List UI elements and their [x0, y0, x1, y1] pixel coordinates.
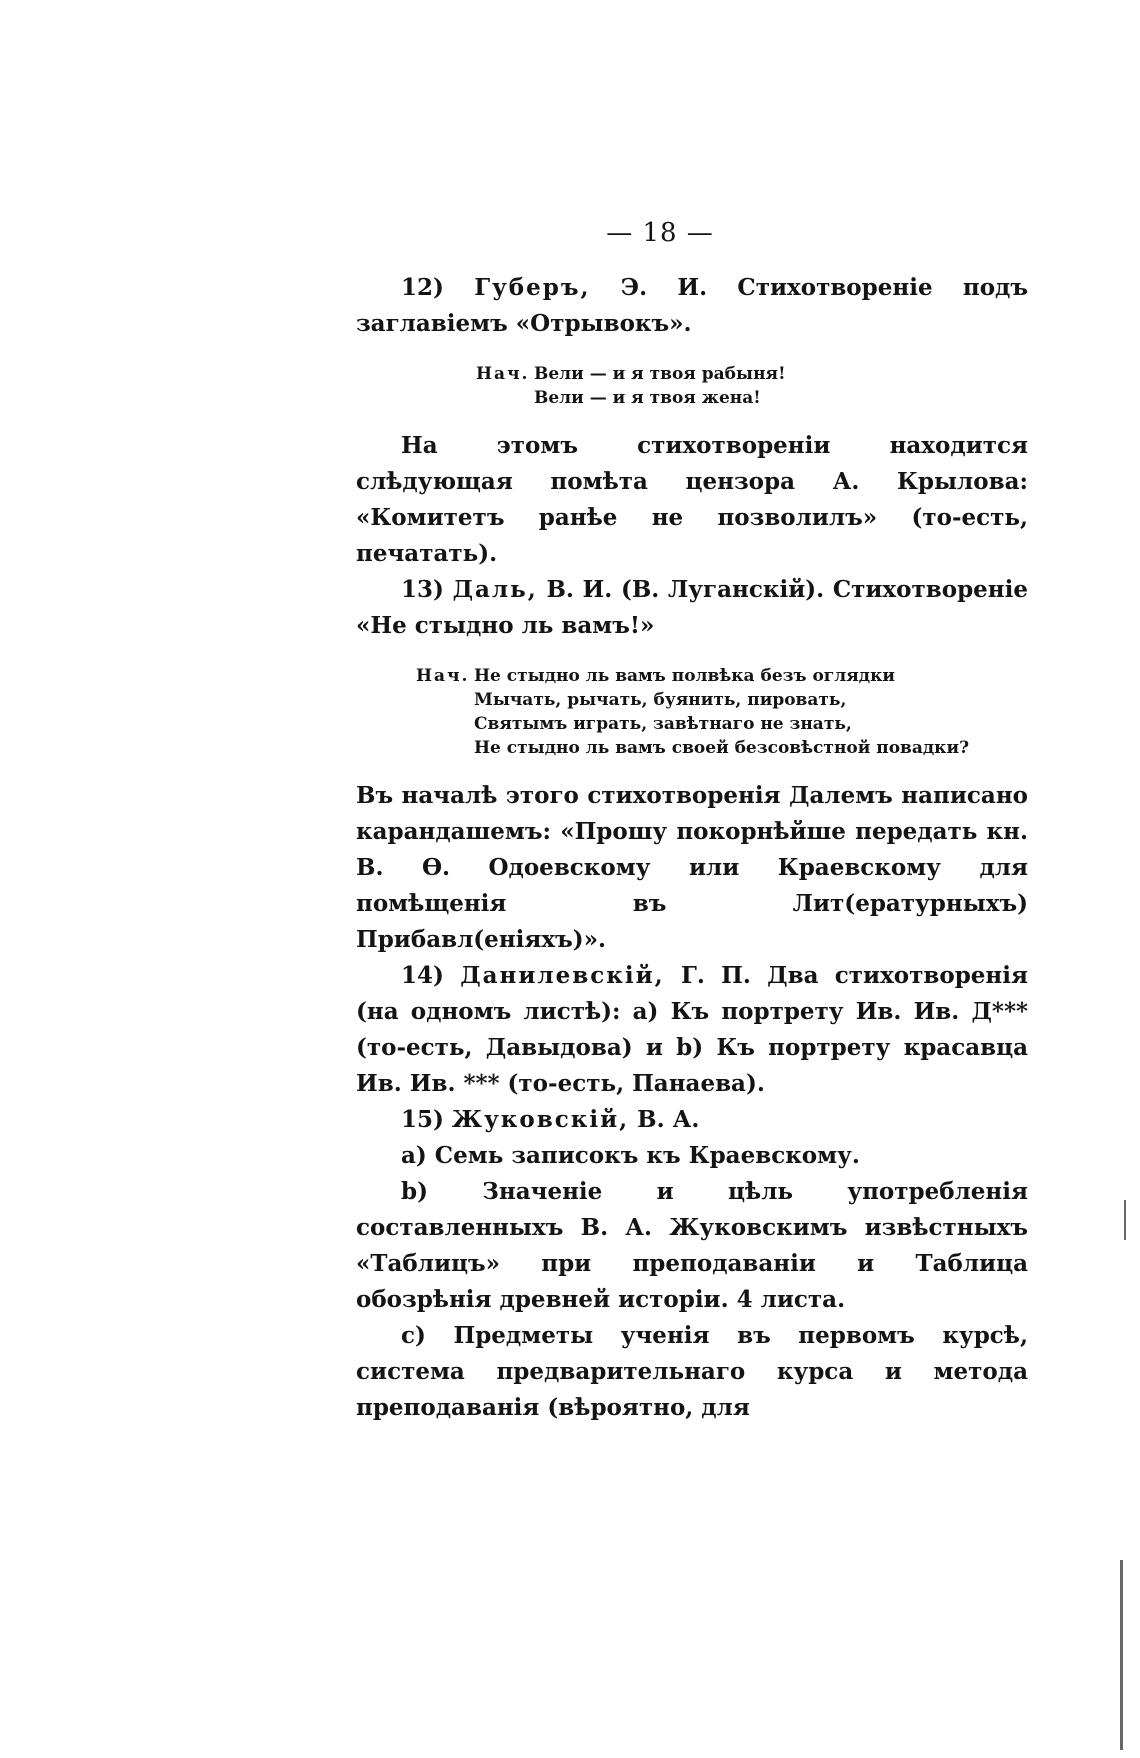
entry-12-note: На этомъ стихотвореніи находится слѣдующая помѣта цензора А. Крылова: «Комитетъ ранѣе не позволилъ» (то-есть, печатать). — [356, 432, 1028, 567]
scan-margin-line — [1124, 1200, 1126, 1240]
page-number: — 18 — — [606, 218, 714, 248]
scan-margin-line — [1120, 1560, 1123, 1750]
entry-description: В. И. (В. Луганскій). Стихотвореніе «Не стыдно ль вамъ!» — [356, 576, 1028, 639]
entry-number: 12) — [401, 274, 444, 301]
entry-description: Г. П. Два стихотворенія (на одномъ листѣ): a) Къ портрету Ив. Ив. Д*** (то-есть, Давыдова) и b) Къ портрету красавца Ив. Ив. *** (то-есть, Панаева). — [356, 962, 1029, 1097]
entry-number: 15) — [401, 1106, 444, 1133]
verse-line: Мычать, рычать, буянить, пировать, — [474, 690, 847, 710]
verse-line: Не стыдно ль вамъ полвѣка безъ оглядки — [474, 666, 895, 686]
entry-13-note: Въ началѣ этого стихотворенія Далемъ написано карандашемъ: «Прошу покорнѣйше передать кн. В. Ѳ. Одоевскому или Краевскому для помѣщенія въ Лит(ературныхъ) Прибавл(еніяхъ)». — [356, 782, 1028, 953]
verse-line: Вели — и я твоя жена! — [534, 388, 761, 408]
entry-description: Э. И. Стихотвореніе подъ заглавіемъ — [356, 274, 1029, 337]
entry-15-item-b: b) Значеніе и цѣль употребленія составленныхъ В. А. Жуковскимъ извѣстныхъ «Таблицъ» при преподаваніи и Таблица обозрѣнія древней исторіи. 4 листа. — [356, 1178, 1028, 1313]
entry-author: Даль, — [452, 576, 538, 603]
entry-15-item-c: c) Предметы ученія въ первомъ курсѣ, система предварительнаго курса и метода преподаванія (вѣроятно, для — [356, 1322, 1028, 1421]
entry-15-heading — [356, 1102, 1028, 1138]
verse-label: Нач. — [416, 666, 470, 686]
verse-block-12 — [476, 362, 1028, 410]
verse-line: Вели — и я твоя рабыня! — [534, 364, 786, 384]
entry-14-heading — [356, 958, 1028, 1102]
page-body — [356, 270, 1028, 1426]
entry-15-item-a: a) Семь записокъ къ Краевскому. — [401, 1142, 860, 1169]
verse-line: Не стыдно ль вамъ своей безсовѣстной повадки? — [474, 738, 970, 758]
verse-line: Святымъ играть, завѣтнаго не знать, — [474, 714, 852, 734]
entry-number: 13) — [401, 576, 444, 603]
entry-number: 14) — [401, 962, 444, 989]
entry-author: Жуковскій, — [451, 1106, 630, 1133]
entry-description-cont: «Отрывокъ». — [515, 310, 692, 337]
entry-author: Губеръ, — [474, 274, 591, 301]
verse-block-13 — [416, 664, 1028, 760]
entry-description: В. А. — [637, 1106, 700, 1133]
verse-label: Нач. — [476, 364, 530, 384]
entry-author: Данилевскій, — [460, 962, 665, 989]
entry-12-heading — [356, 270, 1028, 342]
entry-13-heading — [356, 572, 1028, 644]
